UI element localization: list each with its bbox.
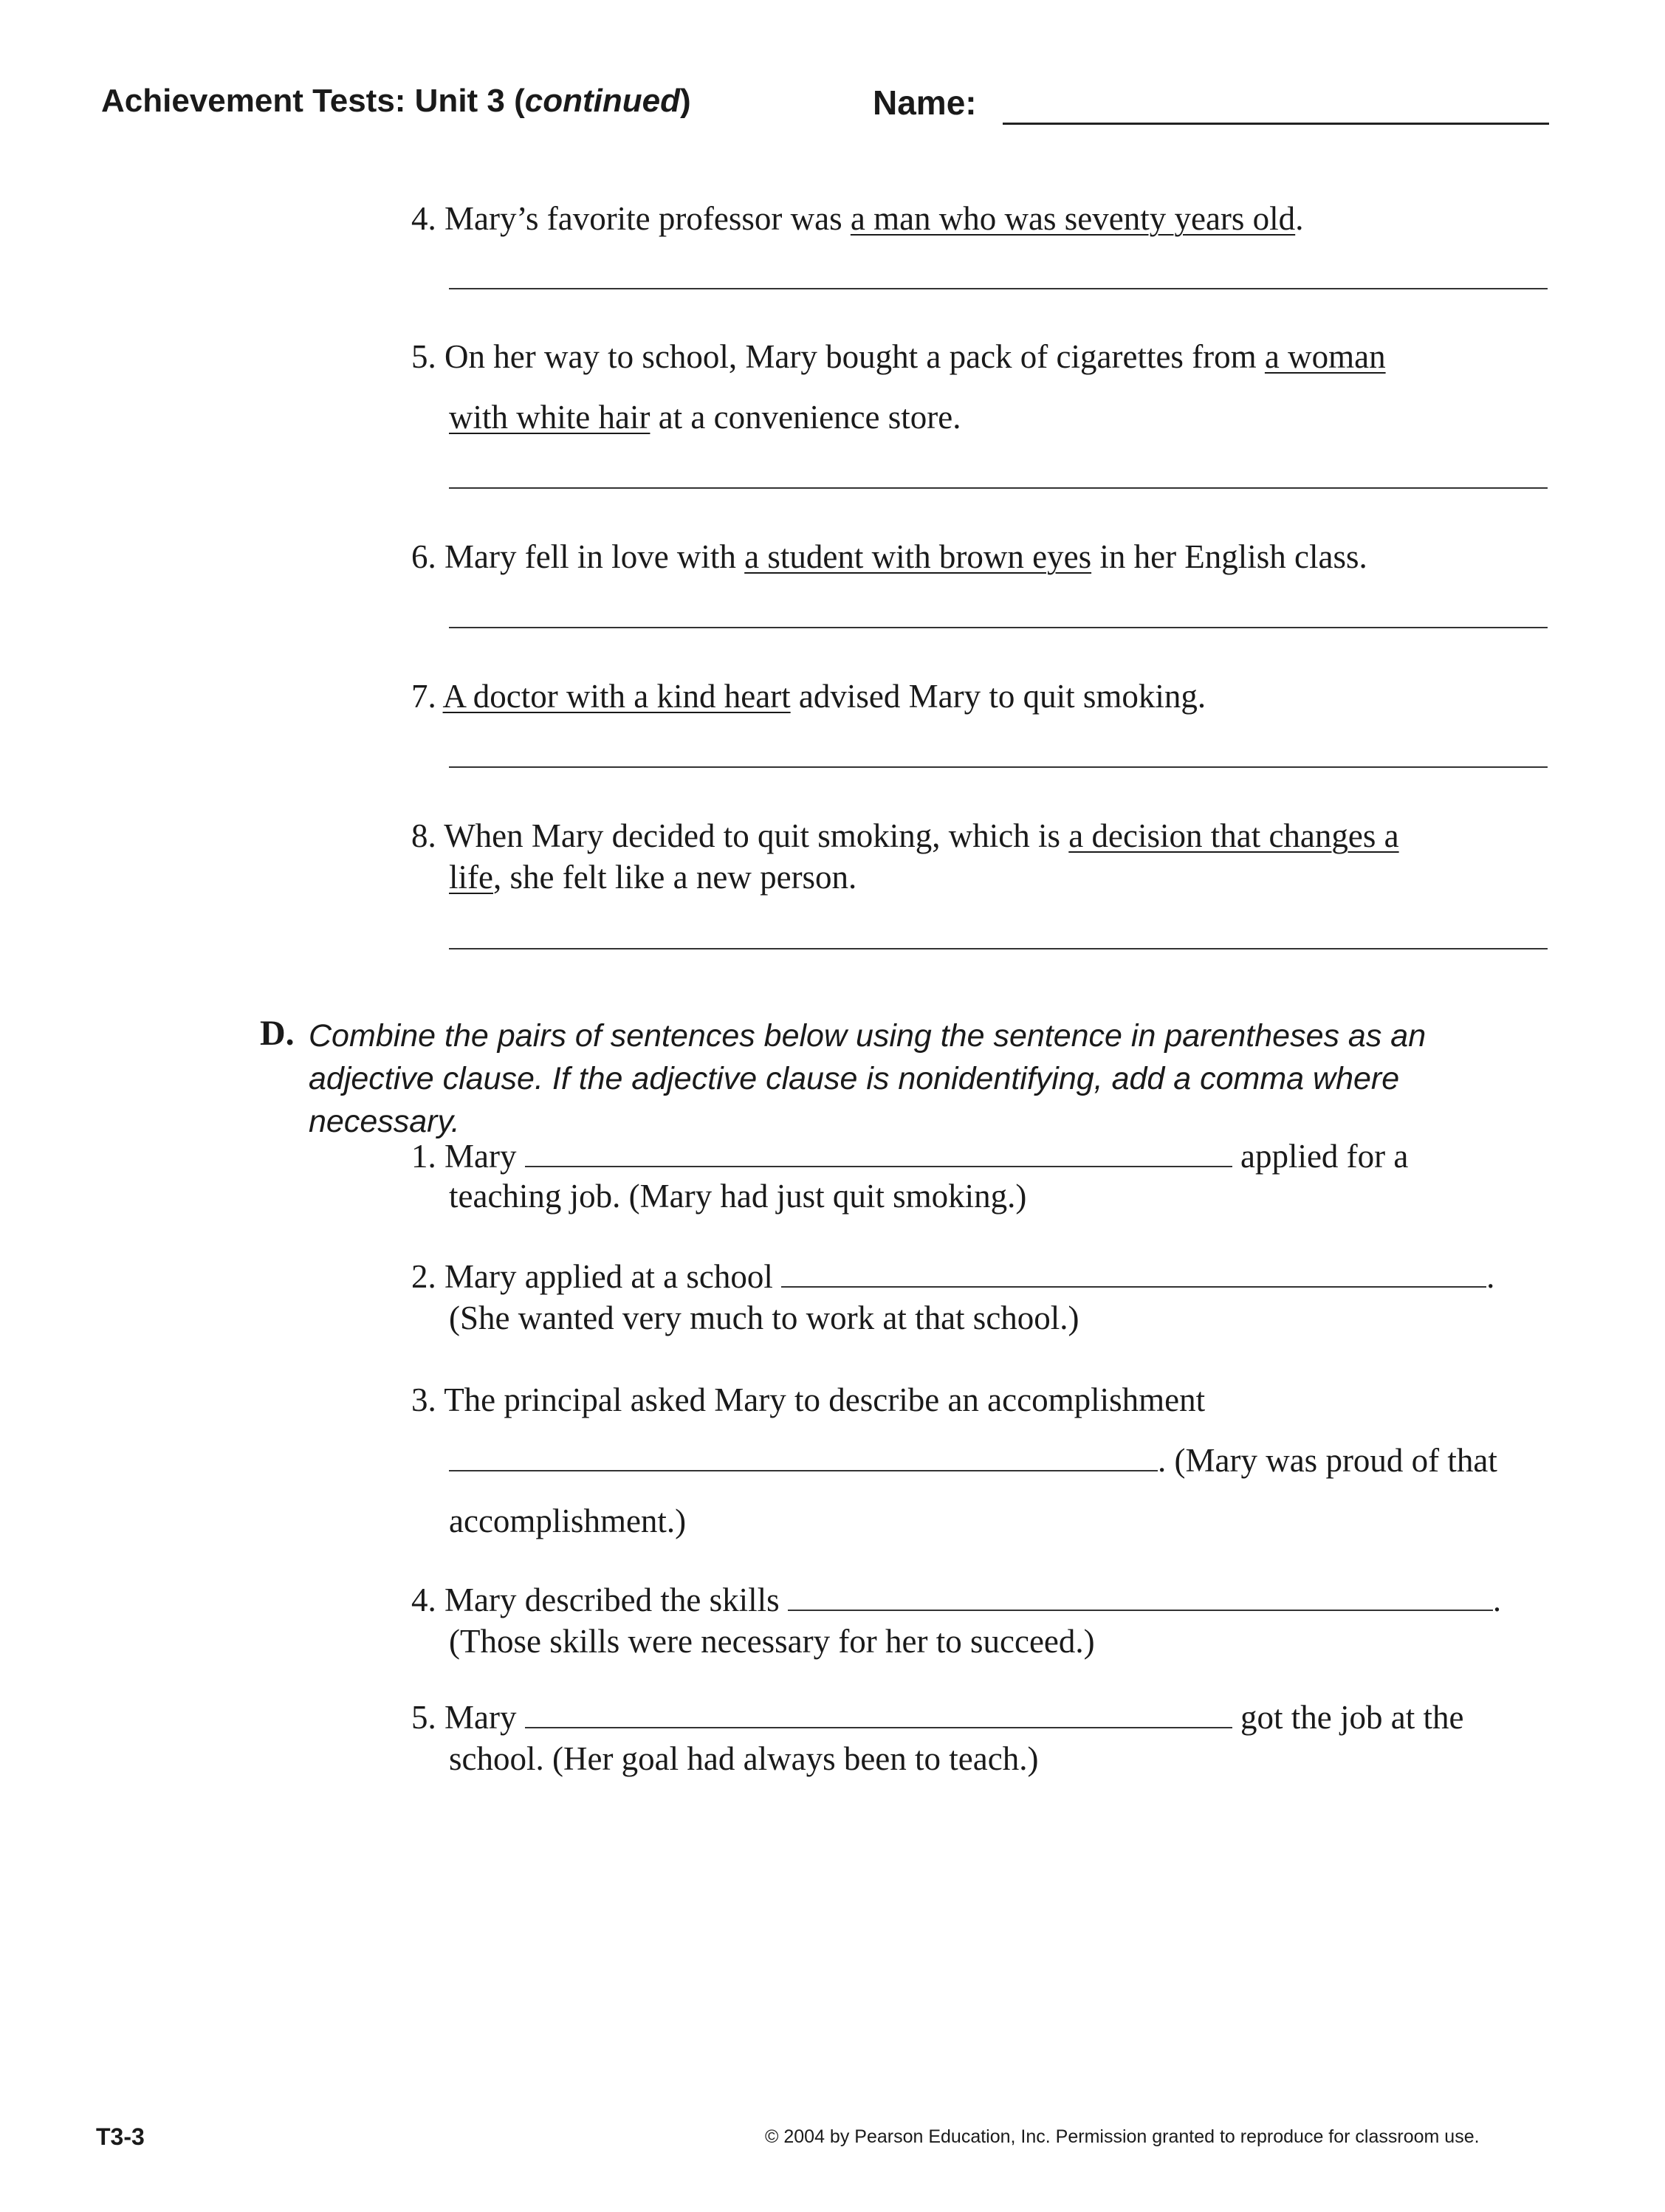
underlined-phrase: life: [449, 859, 493, 896]
item-d3-line3: accomplishment.): [449, 1502, 687, 1539]
answer-blank-d1[interactable]: [525, 1136, 1232, 1167]
item-c6: 6. Mary fell in love with a student with brown eyes in her English class.: [411, 538, 1367, 575]
item-d2-line2: (She wanted very much to work at that school.): [449, 1299, 1079, 1336]
copyright-notice: © 2004 by Pearson Education, Inc. Permission granted to reproduce for classroom use.: [765, 2126, 1480, 2147]
item-number: 3.: [411, 1381, 436, 1418]
item-c8-line2: life, she felt like a new person.: [449, 859, 857, 896]
item-c5-line2: with white hair at a convenience store.: [449, 399, 961, 436]
item-d3-line2: . (Mary was proud of that: [449, 1440, 1497, 1481]
test-title: [101, 83, 691, 120]
item-d5: 5. Mary got the job at the: [411, 1699, 1464, 1736]
item-c7: 7. A doctor with a kind heart advised Mary to quit smoking.: [411, 678, 1206, 715]
item-number: 5.: [411, 1699, 436, 1736]
page-id: T3-3: [96, 2123, 145, 2150]
section-d-letter: D.: [260, 1014, 295, 1053]
item-number: 2.: [411, 1258, 436, 1295]
answer-blank-d3[interactable]: [449, 1440, 1158, 1471]
item-number: 5.: [411, 338, 436, 375]
answer-blank-d4[interactable]: [788, 1580, 1493, 1611]
title-continued: continued: [524, 83, 680, 119]
item-d1-line2: teaching job. (Mary had just quit smoking.): [449, 1178, 1027, 1215]
item-c8: 8. When Mary decided to quit smoking, which is a decision that changes a: [411, 817, 1399, 854]
item-c5: 5. On her way to school, Mary bought a pack of cigarettes from a woman: [411, 338, 1386, 375]
name-field[interactable]: [1003, 123, 1549, 125]
item-number: 7.: [411, 678, 436, 715]
title-end: ): [679, 83, 691, 119]
answer-line-c8[interactable]: [449, 948, 1548, 949]
underlined-phrase: a decision that changes a: [1068, 817, 1399, 854]
underlined-phrase: a woman: [1264, 338, 1386, 375]
item-number: 8.: [411, 817, 436, 854]
item-d5-line2: school. (Her goal had always been to teach.): [449, 1740, 1039, 1777]
answer-line-c5[interactable]: [449, 487, 1548, 489]
underlined-phrase: a man who was seventy years old: [850, 200, 1296, 237]
item-d4: 4. Mary described the skills .: [411, 1581, 1502, 1618]
answer-line-c6[interactable]: [449, 627, 1548, 628]
item-number: 6.: [411, 538, 436, 575]
item-d2: 2. Mary applied at a school .: [411, 1258, 1495, 1295]
item-number: 4.: [411, 1581, 436, 1618]
name-label: Name:: [873, 83, 977, 122]
item-d3: 3. The principal asked Mary to describe an accomplishment: [411, 1381, 1206, 1418]
underlined-phrase: a student with brown eyes: [744, 538, 1092, 575]
item-number: 4.: [411, 200, 436, 237]
answer-line-c7[interactable]: [449, 766, 1548, 768]
item-d1: 1. Mary applied for a: [411, 1138, 1409, 1175]
item-c4: 4. Mary’s favorite professor was a man who was seventy years old.: [411, 200, 1304, 237]
item-d4-line2: (Those skills were necessary for her to succeed.): [449, 1623, 1095, 1660]
answer-blank-d5[interactable]: [525, 1697, 1232, 1728]
section-d-instructions: Combine the pairs of sentences below using the sentence in parentheses as an adjective clause. If the adjective clause is nonidentifying, add a comma where necessary.: [309, 1018, 1427, 1139]
item-number: 1.: [411, 1138, 436, 1175]
title-main: Achievement Tests: Unit 3 (: [101, 83, 525, 119]
underlined-phrase: with white hair: [449, 399, 650, 436]
answer-blank-d2[interactable]: [781, 1257, 1486, 1288]
answer-line-c4[interactable]: [449, 288, 1548, 289]
underlined-phrase: A doctor with a kind heart: [442, 678, 791, 715]
